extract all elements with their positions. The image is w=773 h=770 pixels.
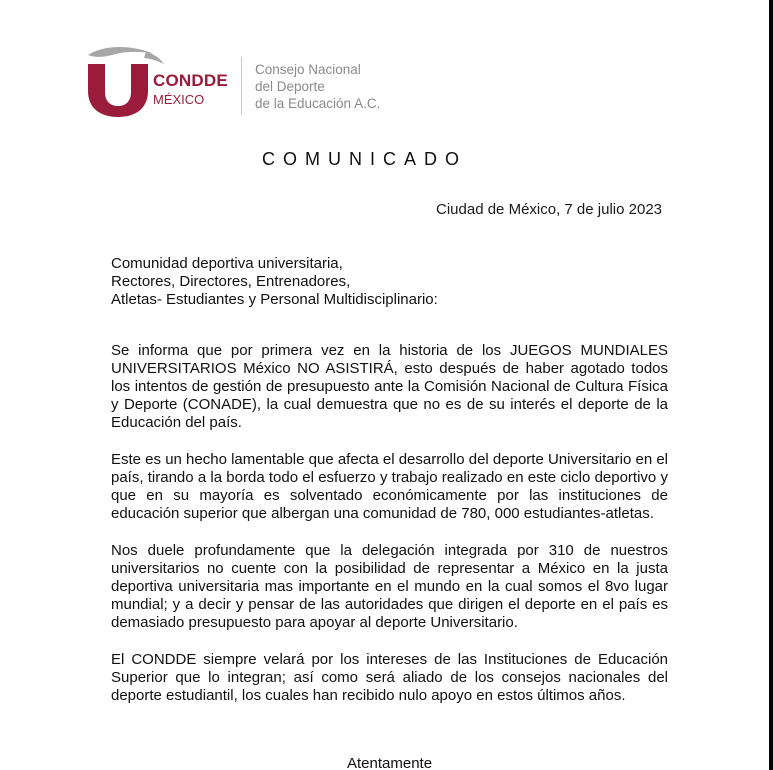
document-body <box>111 342 668 724</box>
body-paragraph: El CONDDE siempre velará por los intereses de las Instituciones de Educación Superior que lo integran; así como será aliado de los consejos nacionales del deporte estudiantil, los cuales han recibido nulo apoyo en estos últimos años. <box>111 651 668 704</box>
organization-line: del Deporte <box>255 79 325 94</box>
logo-wing-tip-icon <box>144 52 164 64</box>
header-divider <box>241 57 242 115</box>
logo-u-icon <box>88 64 148 117</box>
salutation-line: Comunidad deportiva universitaria, <box>111 255 343 272</box>
brand-name: CONDDE <box>153 71 228 90</box>
body-paragraph: Este es un hecho lamentable que afecta el desarrollo del deporte Universitario en el país, tirando a la borda todo el esfuerzo y trabajo realizado en este ciclo deportivo y que en su mayoría es solventado económicamente por las instituciones de educación superior que albergan una comunidad de 780, 000 estudiantes-atletas. <box>111 451 669 522</box>
organization-name <box>255 61 380 112</box>
organization-line: Consejo Nacional <box>255 62 361 77</box>
organization-line: de la Educación A.C. <box>255 96 381 111</box>
salutation <box>111 255 671 309</box>
document-date: Ciudad de México, 7 de julio 2023 <box>436 201 662 218</box>
closing: Atentamente <box>347 755 433 770</box>
document-title: COMUNICADO <box>262 149 467 169</box>
logo-wing-icon <box>88 47 154 57</box>
salutation-line: Rectores, Directores, Entrenadores, <box>111 273 351 290</box>
body-paragraph: Se informa que por primera vez en la historia de los JUEGOS MUNDIALES UNIVERSITARIOS México NO ASISTIRÁ, esto después de haber agotado todos los intentos de gestión de presupuesto ante la Comisión Nacional de Cultura Física y Deporte (CONADE), la cual demuestra que no es de su interés el deporte de la Educación del país. <box>111 342 668 431</box>
body-paragraph: Nos duele profundamente que la delegación integrada por 310 de nuestros universitarios no cuente con la posibilidad de representar a México en la justa deportiva universitaria mas importante en el mundo en la cual somos el 8vo lugar mundial; y a decir y pensar de las autoridades que dirigen el deporte en el país es demasiado presupuesto para apoyar al deporte Universitario. <box>111 542 668 631</box>
brand-subtitle: MÉXICO <box>153 92 205 107</box>
salutation-line: Atletas- Estudiantes y Personal Multidisciplinario: <box>111 291 438 308</box>
